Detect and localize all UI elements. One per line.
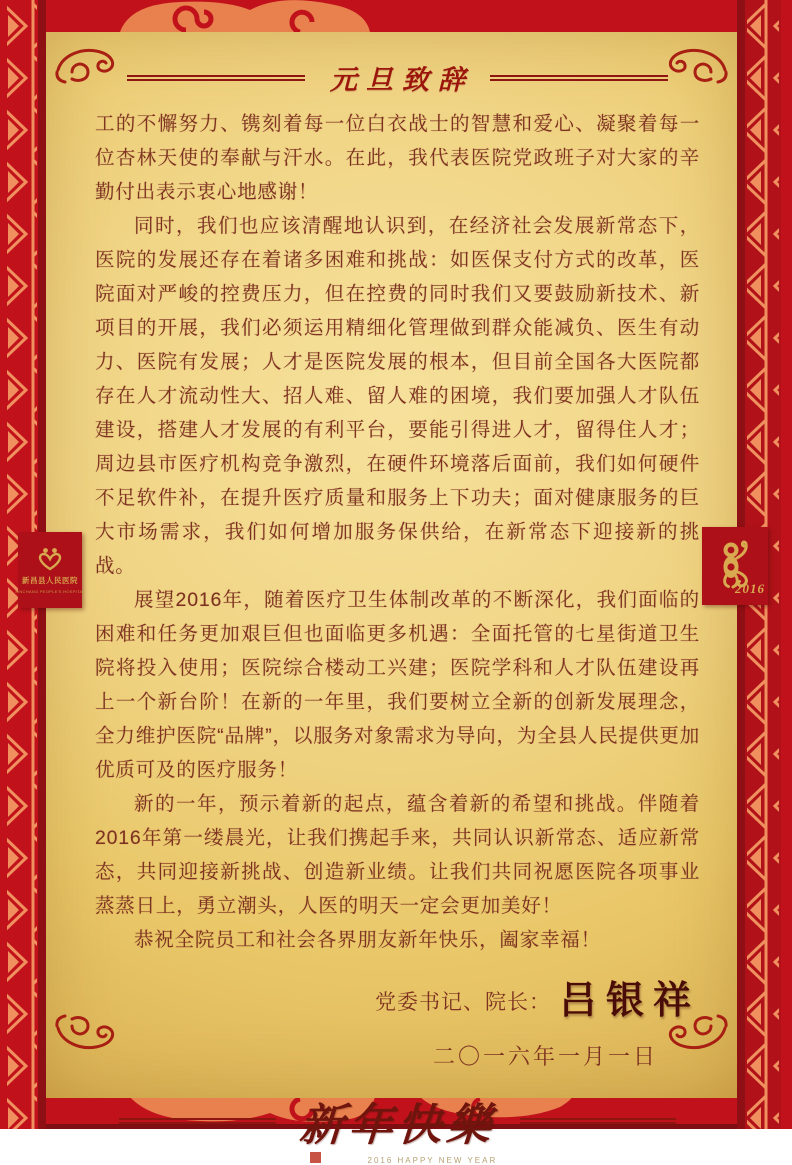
top-cloud-band xyxy=(0,0,792,32)
title-banner xyxy=(95,32,700,97)
paragraph: 新的一年，预示着新的起点，蕴含着新的希望和挑战。伴随着2016年第一缕晨光，让我们携起手来，共同认识新常态、适应新常态，共同迎接新挑战、创造新业绩。让我们共同祝愿医院各项事业蒸蒸日上，勇立潮头，人医的明天一定会更加美好！ xyxy=(95,793,700,917)
footer-subtitle: 2016 HAPPY NEW YEAR xyxy=(367,1156,498,1165)
paragraph: 恭祝全院员工和社会各界朋友新年快乐，阖家幸福！ xyxy=(134,929,601,951)
hospital-logo-icon xyxy=(33,546,67,572)
happy-new-year-calligraphy: 新年快樂 xyxy=(297,1101,497,1150)
footer-banner xyxy=(95,1071,700,1165)
hospital-name: 新昌县人民医院 xyxy=(22,576,78,585)
paragraph: 工的不懈努力、镌刻着每一位白衣战士的智慧和爱心、凝聚着每一位杏林天使的奉献与汗水。在此，我代表医院党政班子对大家的辛勤付出表示衷心地感谢！ xyxy=(95,113,700,203)
title-rule-right xyxy=(490,75,668,81)
signature-name: 吕银祥 xyxy=(558,980,700,1022)
page-title: 元旦致辞 xyxy=(330,65,474,95)
title-rule-left xyxy=(127,75,305,81)
footer-calligraphy-wrap xyxy=(296,1089,500,1165)
zodiac-year: 2016 xyxy=(735,581,765,596)
zodiac-emblem xyxy=(702,527,768,605)
paragraph: 同时，我们也应该清醒地认识到，在经济社会发展新常态下，医院的发展还存在着诸多困难和挑战：如医保支付方式的改革，医院面对严峻的控费压力，但在控费的同时我们又要鼓励新技术、新项目的开展，我们必须运用精细化管理做到群众能减负、医生有动力、医院有发展；人才是医院发展的根本，但目前全国各大医院都存在人才流动性大、招人难、留人难的困境，我们要加强人才队伍建设，搭建人才发展的有利平台，要能引得进人才，留得住人才；周边县市医疗机构竞争激烈，在硬件环境落后面前，我们如何硬件不足软件补，在提升医疗质量和服务上下功夫；面对健康服务的巨大市场需求，我们如何增加服务保供给，在新常态下迎接新的挑战。 xyxy=(95,215,700,577)
paragraph: 展望2016年，随着医疗卫生体制改革的不断深化，我们面临的困难和任务更加艰巨但也面临更多机遇：全面托管的七星街道卫生院将投入使用；医院综合楼动工兴建；医院学科和人才队伍建设再上一个新台阶！在新的一年里，我们要树立全新的创新发展理念，全力维护医院“品牌”，以服务对象需求为导向，为全县人民提供更加优质可及的医疗服务！ xyxy=(95,589,700,781)
hospital-name-en: XINCHANG PEOPLE'S HOSPITAL xyxy=(14,589,86,594)
signature-row xyxy=(95,969,700,1024)
speech-body xyxy=(95,107,700,957)
signature-date: 二〇一六年一月一日 xyxy=(432,1044,658,1069)
hospital-emblem xyxy=(14,532,86,608)
footer-rule-right xyxy=(520,1118,677,1124)
parchment-sheet xyxy=(46,32,737,1165)
signature-role: 党委书记、院长： xyxy=(374,991,551,1014)
seal-icon xyxy=(310,1152,321,1163)
footer-rule-left xyxy=(119,1118,276,1124)
